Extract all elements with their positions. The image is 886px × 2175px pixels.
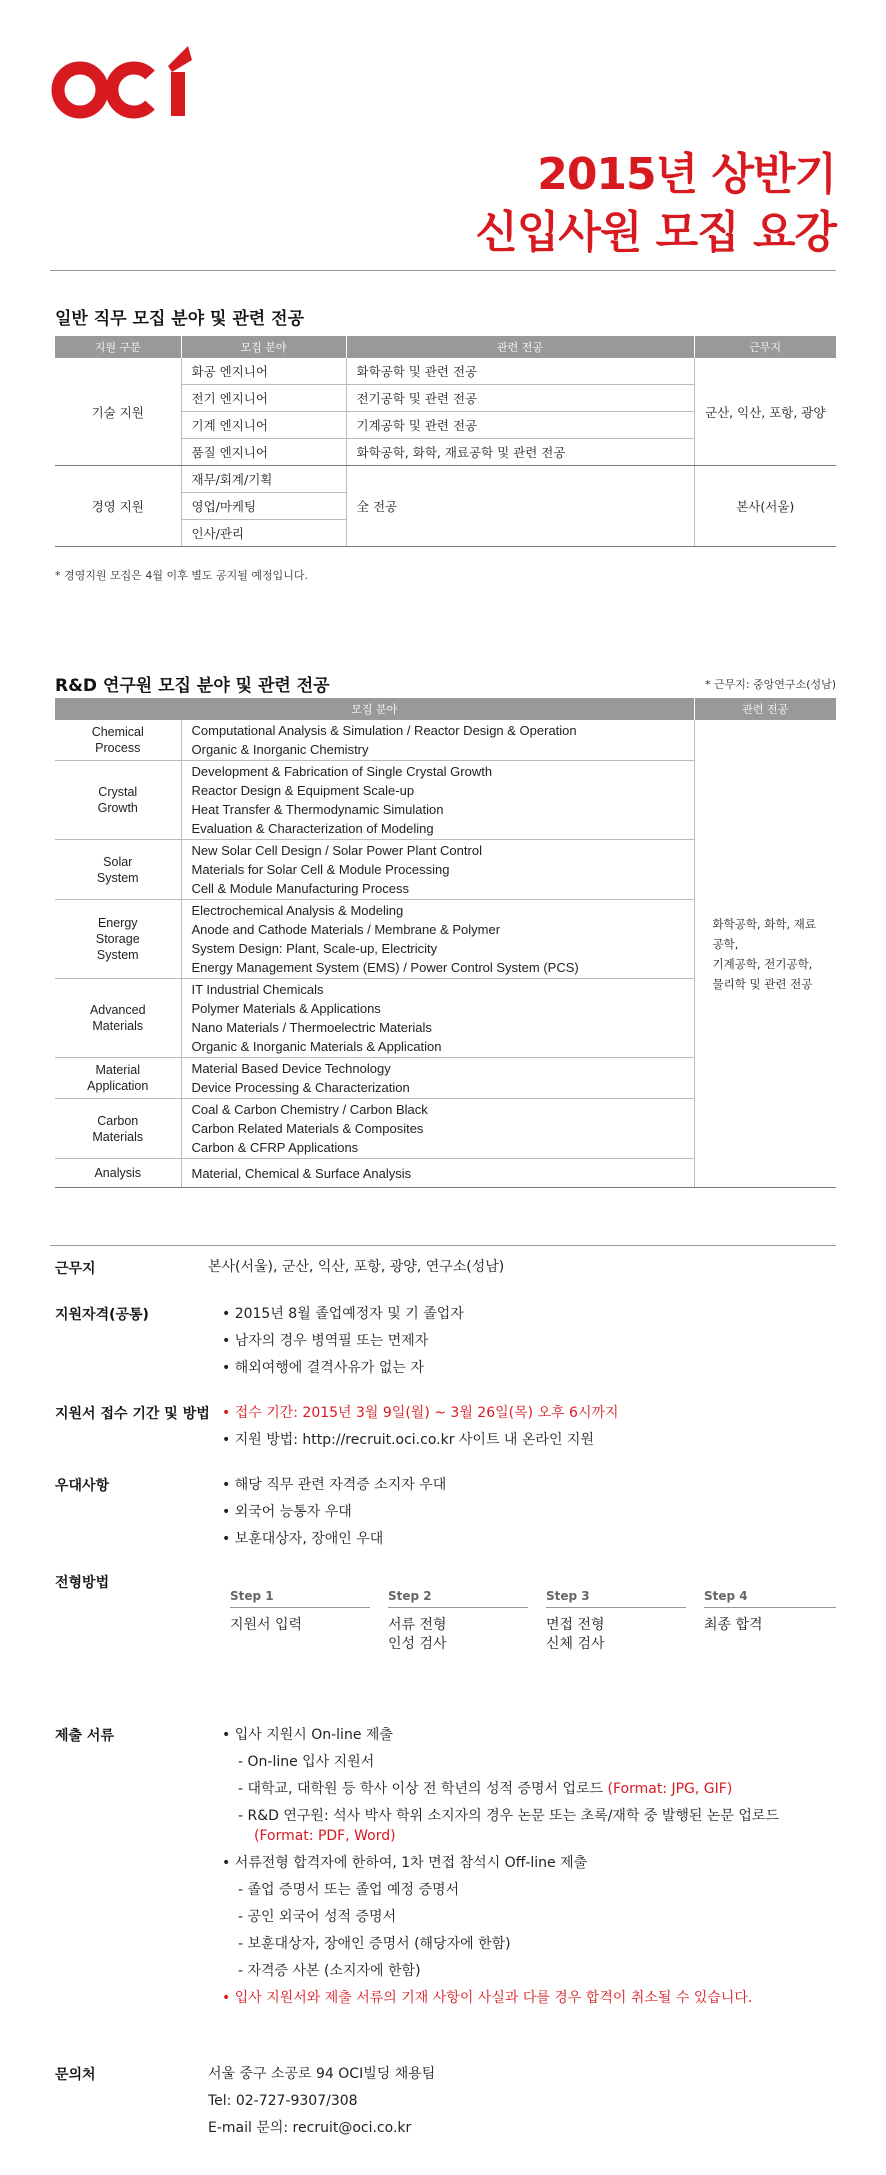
field-cell: 영업/마케팅 xyxy=(181,493,346,520)
header-area: 모집 분야 xyxy=(55,698,694,720)
rnd-area-cell: Carbon Materials xyxy=(55,1099,181,1159)
rnd-major-cell: 화학공학, 화학, 재료공학, 기계공학, 전기공학, 물리학 및 관련 전공 xyxy=(694,720,836,1188)
rnd-item: Carbon Related Materials & Composites xyxy=(191,1121,424,1136)
documents-item: - 자격증 사본 (소지자에 한함) xyxy=(238,1963,421,1979)
tech-group: 기술 지원 xyxy=(55,358,181,466)
rnd-item: System Design: Plant, Scale-up, Electricity xyxy=(191,941,438,956)
contact-tel: Tel: 02-727-9307/308 xyxy=(208,2093,358,2109)
general-section-title: 일반 직무 모집 분야 및 관련 전공 xyxy=(55,309,304,329)
rnd-item: Polymer Materials & Applications xyxy=(191,1001,381,1016)
contact-email: E-mail 문의: recruit@oci.co.kr xyxy=(208,2120,412,2136)
rnd-area-cell: Advanced Materials xyxy=(55,979,181,1058)
contact-label: 문의처 xyxy=(55,2067,96,2083)
rnd-item: New Solar Cell Design / Solar Power Plant Control xyxy=(191,843,482,858)
major-cell: 기계공학 및 관련 전공 xyxy=(346,412,694,439)
location-value: 본사(서울), 군산, 익산, 포항, 광양, 연구소(성남) xyxy=(208,1259,505,1275)
major-cell: 화학공학 및 관련 전공 xyxy=(346,358,694,385)
step-text: 지원서 입력 xyxy=(230,1617,303,1633)
apply-method: • 지원 방법: http://recruit.oci.co.kr 사이트 내 온라인 지원 xyxy=(222,1432,594,1448)
page-title-line2: 신입사원 모집 요강 xyxy=(475,207,836,258)
rnd-table xyxy=(55,698,836,1188)
rnd-item: Anode and Cathode Materials / Membrane & Polymer xyxy=(191,922,501,937)
field-cell: 품질 엔지니어 xyxy=(181,439,346,466)
rnd-item: Materials for Solar Cell & Module Processing xyxy=(191,862,450,877)
mgmt-group: 경영 지원 xyxy=(55,466,181,547)
step-number: Step 2 xyxy=(388,1589,528,1608)
rnd-item: Computational Analysis & Simulation / Reactor Design & Operation xyxy=(191,723,577,738)
preference-item: • 보훈대상자, 장애인 우대 xyxy=(222,1531,384,1547)
rnd-items-cell xyxy=(181,900,694,979)
step-text: 최종 합격 xyxy=(704,1617,763,1633)
rnd-item: Cell & Module Manufacturing Process xyxy=(191,881,409,896)
preference-label: 우대사항 xyxy=(55,1478,110,1494)
field-cell: 재무/회계/기획 xyxy=(181,466,346,493)
apply-label: 지원서 접수 기간 및 방법 xyxy=(55,1406,210,1422)
mgmt-major: 全 전공 xyxy=(346,466,694,547)
documents-item: - On-line 입사 지원서 xyxy=(238,1754,375,1770)
header-category: 지원 구분 xyxy=(55,336,181,358)
rnd-item: Reactor Design & Equipment Scale-up xyxy=(191,783,415,798)
rnd-area-cell: Chemical Process xyxy=(55,720,181,761)
rnd-item: Nano Materials / Thermoelectric Materials xyxy=(191,1020,432,1035)
header-major: 관련 전공 xyxy=(346,336,694,358)
table-header xyxy=(55,698,836,720)
field-cell: 화공 엔지니어 xyxy=(181,358,346,385)
rnd-area-cell: Crystal Growth xyxy=(55,761,181,840)
rnd-table-body xyxy=(55,720,836,1188)
documents-item: - 공인 외국어 성적 증명서 xyxy=(238,1909,397,1925)
rnd-item: Organic & Inorganic Materials & Application xyxy=(191,1039,442,1054)
oci-logo xyxy=(50,42,200,122)
qualification-item: • 2015년 8월 졸업예정자 및 기 졸업자 xyxy=(222,1306,464,1322)
rnd-area-cell: Analysis xyxy=(55,1159,181,1188)
rnd-items-cell xyxy=(181,979,694,1058)
rnd-item: Energy Management System (EMS) / Power Control System (PCS) xyxy=(191,960,579,975)
rnd-item: Material, Chemical & Surface Analysis xyxy=(191,1165,412,1181)
general-table xyxy=(55,336,836,547)
contact-address: 서울 중구 소공로 94 OCI빌딩 채용팀 xyxy=(208,2066,436,2082)
rnd-item: Evaluation & Characterization of Modeling xyxy=(191,821,434,836)
documents-item: - 졸업 증명서 또는 졸업 예정 증명서 xyxy=(238,1882,460,1898)
step-number: Step 1 xyxy=(230,1589,370,1608)
process-step-1 xyxy=(230,1589,370,1635)
rnd-item: Organic & Inorganic Chemistry xyxy=(191,742,369,757)
rnd-section-title: R&D 연구원 모집 분야 및 관련 전공 xyxy=(55,676,330,696)
documents-item: - R&D 연구원: 석사 박사 학위 소지자의 경우 논문 또는 초록/재학 중 발행된 논문 업로드 xyxy=(238,1808,779,1824)
documents-online-head: • 입사 지원시 On-line 제출 xyxy=(222,1727,393,1743)
rnd-items-cell xyxy=(181,1099,694,1159)
field-cell: 기계 엔지니어 xyxy=(181,412,346,439)
header-location: 근무지 xyxy=(694,336,836,358)
rnd-area-cell: Solar System xyxy=(55,840,181,900)
rnd-area-cell: Material Application xyxy=(55,1058,181,1099)
rnd-item: IT Industrial Chemicals xyxy=(191,982,324,997)
field-cell: 인사/관리 xyxy=(181,520,346,547)
documents-item-text: - 대학교, 대학원 등 학사 이상 전 학년의 성적 증명서 업로드 xyxy=(238,1781,608,1797)
preference-item: • 해당 직무 관련 자격증 소지자 우대 xyxy=(222,1477,447,1493)
major-cell: 전기공학 및 관련 전공 xyxy=(346,385,694,412)
rnd-items-cell xyxy=(181,1058,694,1099)
rnd-items-cell xyxy=(181,761,694,840)
documents-item xyxy=(238,1779,732,1799)
step-text: 면접 전형 신체 검사 xyxy=(546,1617,605,1652)
documents-format: (Format: PDF, Word) xyxy=(254,1828,396,1844)
process-label: 전형방법 xyxy=(55,1575,110,1591)
rnd-location-note: * 근무지: 중앙연구소(성남) xyxy=(704,678,836,691)
documents-format: (Format: JPG, GIF) xyxy=(607,1781,733,1797)
rnd-item: Development & Fabrication of Single Crystal Growth xyxy=(191,764,493,779)
general-note: * 경영지원 모집은 4월 이후 별도 공지될 예정입니다. xyxy=(55,569,308,582)
divider xyxy=(50,1245,836,1246)
qualification-item: • 남자의 경우 병역필 또는 면제자 xyxy=(222,1333,429,1349)
rnd-item: Coal & Carbon Chemistry / Carbon Black xyxy=(191,1102,428,1117)
mgmt-location: 본사(서울) xyxy=(694,466,836,547)
location-label: 근무지 xyxy=(55,1261,96,1277)
qualification-label: 지원자격(공통) xyxy=(55,1307,149,1323)
process-step-3 xyxy=(546,1589,686,1654)
divider xyxy=(50,270,836,271)
rnd-items-cell xyxy=(181,720,694,761)
process-step-4 xyxy=(704,1589,836,1635)
table-row xyxy=(55,358,836,385)
page-title-line1: 2015년 상반기 xyxy=(537,149,836,200)
major-cell: 화학공학, 화학, 재료공학 및 관련 전공 xyxy=(346,439,694,466)
documents-offline-head: • 서류전형 합격자에 한하여, 1차 면접 참석시 Off-line 제출 xyxy=(222,1855,588,1871)
rnd-item: Material Based Device Technology xyxy=(191,1061,391,1076)
documents-warning: • 입사 지원서와 제출 서류의 기재 사항이 사실과 다를 경우 합격이 취소될 수 있습니다. xyxy=(222,1990,753,2006)
tech-location: 군산, 익산, 포항, 광양 xyxy=(694,358,836,466)
step-number: Step 3 xyxy=(546,1589,686,1608)
qualification-item: • 해외여행에 결격사유가 없는 자 xyxy=(222,1360,424,1376)
step-number: Step 4 xyxy=(704,1589,836,1608)
header-field: 모집 분야 xyxy=(181,336,346,358)
rnd-item: Heat Transfer & Thermodynamic Simulation xyxy=(191,802,444,817)
documents-label: 제출 서류 xyxy=(55,1728,114,1744)
table-header xyxy=(55,336,836,358)
header-major: 관련 전공 xyxy=(694,698,836,720)
rnd-item: Device Processing & Characterization xyxy=(191,1080,410,1095)
rnd-items-cell xyxy=(181,840,694,900)
preference-item: • 외국어 능통자 우대 xyxy=(222,1504,352,1520)
apply-period: • 접수 기간: 2015년 3월 9일(월) ~ 3월 26일(목) 오후 6시까지 xyxy=(222,1405,619,1421)
step-text: 서류 전형 인성 검사 xyxy=(388,1617,447,1652)
rnd-items-cell xyxy=(181,1159,694,1188)
rnd-item: Electrochemical Analysis & Modeling xyxy=(191,903,404,918)
rnd-item: Carbon & CFRP Applications xyxy=(191,1140,359,1155)
table-row xyxy=(55,720,836,761)
field-cell: 전기 엔지니어 xyxy=(181,385,346,412)
rnd-area-cell: Energy Storage System xyxy=(55,900,181,979)
documents-item: - 보훈대상자, 장애인 증명서 (해당자에 한함) xyxy=(238,1936,511,1952)
process-step-2 xyxy=(388,1589,528,1654)
table-row xyxy=(55,466,836,493)
